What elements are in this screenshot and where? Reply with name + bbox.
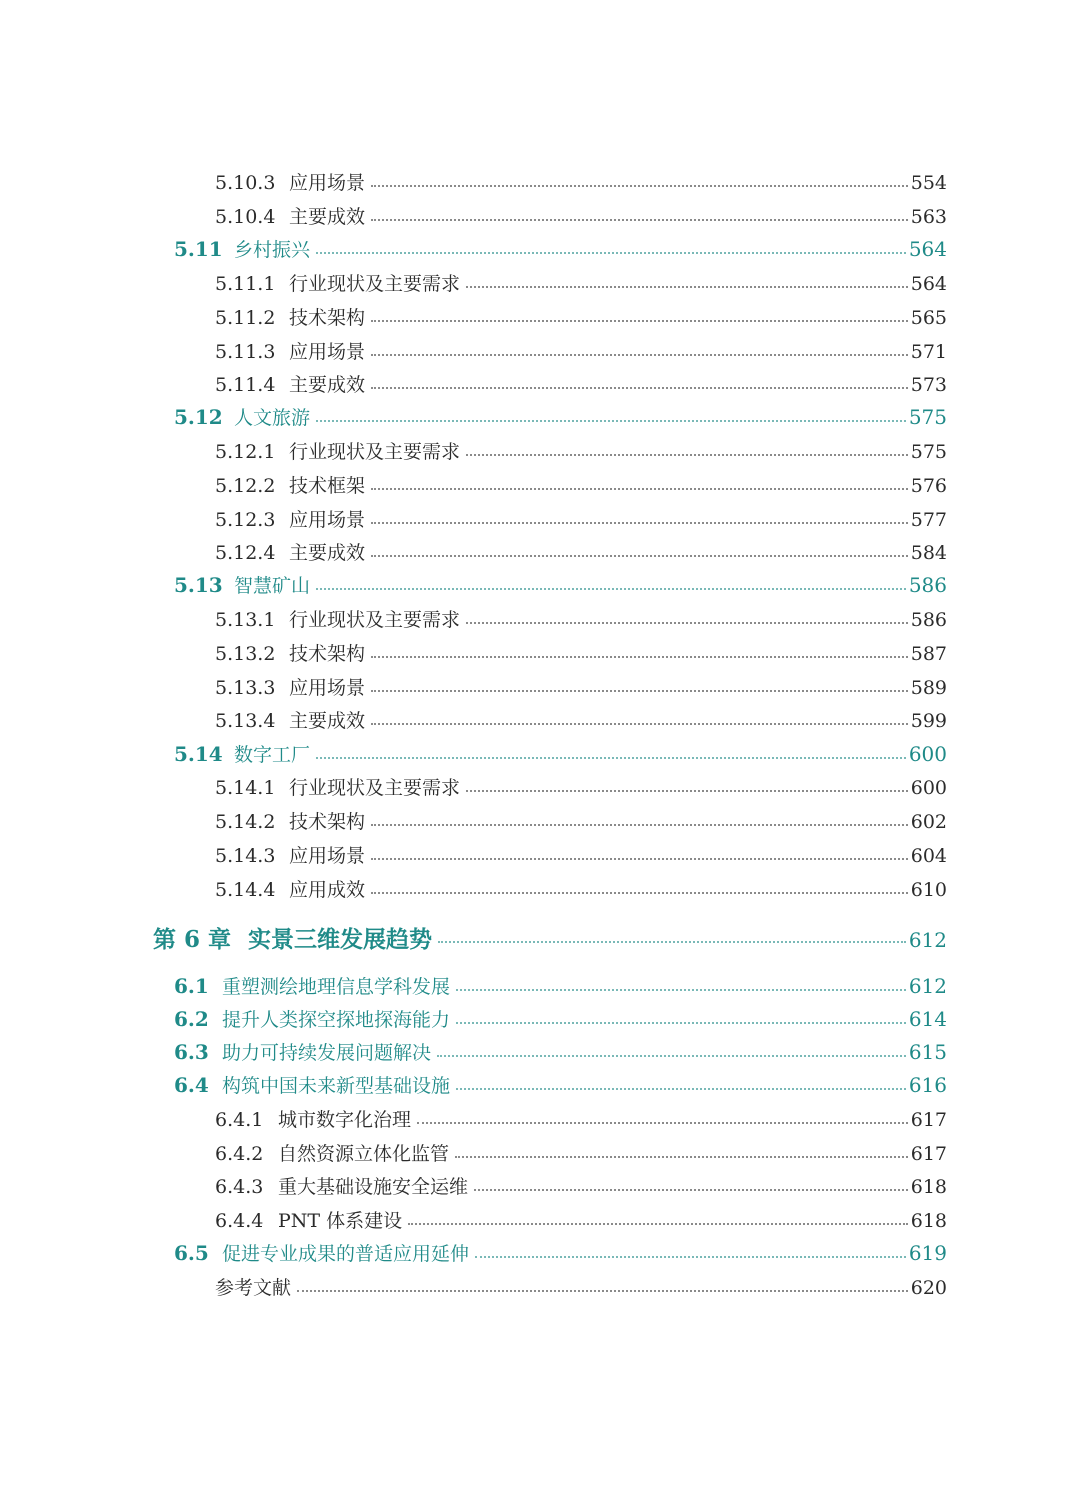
dot-leader: [455, 1156, 908, 1158]
toc-section-entry[interactable]: [174, 1005, 947, 1032]
toc-entry-title: 助力可持续发展问题解决: [222, 1042, 432, 1064]
toc-entry-title: 自然资源立体化监管: [278, 1143, 450, 1165]
toc-entry[interactable]: [215, 706, 947, 733]
toc-entry-page: 620: [910, 1277, 947, 1299]
toc-entry-number: 5.13.4: [215, 710, 276, 732]
dot-leader: [371, 185, 908, 187]
toc-entry-title: 应用场景: [289, 845, 366, 867]
toc-entry-page: 604: [910, 845, 947, 867]
toc-section-entry[interactable]: [174, 403, 947, 430]
toc-entry-page: 576: [910, 475, 947, 497]
toc-entry-page: 615: [908, 1040, 947, 1064]
dot-leader: [371, 824, 908, 826]
toc-entry-number: 5.14.3: [215, 845, 276, 867]
dot-leader: [474, 1189, 908, 1191]
dot-leader: [475, 1256, 906, 1258]
toc-entry-page: 618: [910, 1210, 947, 1232]
toc-entry[interactable]: [215, 673, 947, 700]
dot-leader: [371, 387, 908, 389]
toc-entry-number: 5.14.4: [215, 879, 276, 901]
toc-entry-page: 600: [910, 777, 947, 799]
toc-entry-page: 586: [908, 573, 947, 597]
toc-entry-page: 587: [910, 643, 947, 665]
toc-entry-page: 573: [910, 374, 947, 396]
toc-entry-title: 主要成效: [289, 710, 366, 732]
toc-entry-title: 智慧矿山: [234, 575, 311, 597]
toc-entry-title: 人文旅游: [234, 407, 311, 429]
toc-entry-page: 612: [908, 928, 947, 952]
toc-entry-page: 554: [910, 172, 947, 194]
dot-leader: [371, 320, 908, 322]
toc-entry-title: 行业现状及主要需求: [289, 609, 461, 631]
toc-entry[interactable]: [215, 605, 947, 632]
toc-entry-title: 应用场景: [289, 677, 366, 699]
toc-entry-title: 技术架构: [289, 307, 366, 329]
toc-entry-number: 5.10.4: [215, 206, 276, 228]
toc-entry-page: 617: [910, 1109, 947, 1131]
toc-entry-number: 5.12.3: [215, 509, 276, 531]
dot-leader: [316, 757, 906, 759]
toc-section-entry[interactable]: [174, 1239, 947, 1266]
toc-entry[interactable]: [215, 1206, 947, 1233]
toc-entry-title: 行业现状及主要需求: [289, 777, 461, 799]
toc-chapter-number: 第 6 章: [153, 926, 232, 953]
toc-entry-title: 促进专业成果的普适应用延伸: [222, 1243, 470, 1265]
toc-entry-title: 主要成效: [289, 374, 366, 396]
dot-leader: [466, 286, 908, 288]
toc-entry-number: 5.14.1: [215, 777, 276, 799]
toc-entry-page: 612: [908, 974, 947, 998]
toc-entry[interactable]: [215, 168, 947, 195]
toc-entry-number: 5.13.1: [215, 609, 276, 631]
dot-leader: [456, 989, 906, 991]
toc-entry-number: 5.12: [174, 405, 223, 429]
toc-entry-title: 应用场景: [289, 509, 366, 531]
toc-entry-number: 6.4: [174, 1073, 209, 1097]
toc-entry-number: 5.13.3: [215, 677, 276, 699]
toc-entry-page: 614: [908, 1007, 947, 1031]
dot-leader: [466, 622, 908, 624]
toc-entry-page: 565: [910, 307, 947, 329]
toc-entry-number: 6.4.4: [215, 1210, 264, 1232]
toc-entry[interactable]: [215, 202, 947, 229]
dot-leader: [466, 790, 908, 792]
toc-entry-title: 参考文献: [215, 1277, 292, 1299]
toc-entry-page: 617: [910, 1143, 947, 1165]
toc-entry-title: 行业现状及主要需求: [289, 441, 461, 463]
toc-entry[interactable]: [215, 471, 947, 498]
toc-entry-page: 564: [908, 237, 947, 261]
toc-entry-title: 主要成效: [289, 206, 366, 228]
toc-entry[interactable]: [215, 370, 947, 397]
toc-entry-title: 城市数字化治理: [278, 1109, 412, 1131]
dot-leader: [371, 488, 908, 490]
toc-entry-page: 602: [910, 811, 947, 833]
toc-entry-number: 5.14.2: [215, 811, 276, 833]
toc-entry[interactable]: [215, 303, 947, 330]
toc-entry-number: 6.2: [174, 1007, 209, 1031]
toc-entry-page: 575: [908, 405, 947, 429]
toc-entry-number: 6.3: [174, 1040, 209, 1064]
toc-entry[interactable]: [215, 538, 947, 565]
dot-leader: [466, 454, 908, 456]
toc-entry[interactable]: [215, 437, 947, 464]
toc-entry[interactable]: [215, 337, 947, 364]
toc-entry-title: 提升人类探空探地探海能力: [222, 1009, 451, 1031]
toc-entry-number: 5.14: [174, 742, 223, 766]
toc-section-entry[interactable]: [174, 571, 947, 598]
toc-entry-number: 5.11.4: [215, 374, 276, 396]
toc-entry-number: 5.10.3: [215, 172, 276, 194]
toc-entry-page: 584: [910, 542, 947, 564]
toc-section-entry[interactable]: [174, 1038, 947, 1065]
toc-entry-page: 619: [908, 1241, 947, 1265]
toc-entry-title: 应用场景: [289, 172, 366, 194]
toc-entry-references[interactable]: [215, 1273, 947, 1300]
toc-entry-title: 行业现状及主要需求: [289, 273, 461, 295]
dot-leader: [371, 723, 908, 725]
toc-entry-number: 5.11.3: [215, 341, 276, 363]
toc-section-entry[interactable]: [174, 235, 947, 262]
toc-entry-page: 610: [910, 879, 947, 901]
toc-entry-title: 重大基础设施安全运维: [278, 1176, 469, 1198]
toc-entry-title: 技术架构: [289, 811, 366, 833]
toc-section-entry[interactable]: [174, 1071, 947, 1098]
toc-entry-number: 5.11.2: [215, 307, 276, 329]
toc-chapter-title: 实景三维发展趋势: [248, 926, 432, 953]
dot-leader: [371, 219, 908, 221]
toc-entry[interactable]: [215, 841, 947, 868]
toc-entry-number: 5.13.2: [215, 643, 276, 665]
dot-leader: [316, 420, 906, 422]
toc-entry-page: 589: [910, 677, 947, 699]
toc-entry-number: 5.12.2: [215, 475, 276, 497]
toc-entry[interactable]: [215, 639, 947, 666]
toc-entry[interactable]: [215, 1105, 947, 1132]
toc-entry[interactable]: [215, 269, 947, 296]
toc-chapter-entry[interactable]: [153, 921, 947, 954]
toc-entry-title: 构筑中国未来新型基础设施: [222, 1075, 451, 1097]
toc-entry-number: 6.4.1: [215, 1109, 264, 1131]
dot-leader: [371, 522, 908, 524]
toc-entry-page: 618: [910, 1176, 947, 1198]
dot-leader: [316, 588, 906, 590]
dot-leader: [371, 690, 908, 692]
toc-entry-page: 577: [910, 509, 947, 531]
dot-leader: [371, 892, 908, 894]
dot-leader: [316, 252, 906, 254]
toc-entry-page: 586: [910, 609, 947, 631]
dot-leader: [438, 941, 906, 943]
dot-leader: [371, 858, 908, 860]
toc-entry[interactable]: [215, 773, 947, 800]
dot-leader: [297, 1290, 908, 1292]
toc-entry-number: 6.4.2: [215, 1143, 264, 1165]
toc-entry-title: 乡村振兴: [234, 239, 311, 261]
toc-entry-number: 5.12.1: [215, 441, 276, 463]
toc-entry-number: 5.13: [174, 573, 223, 597]
dot-leader: [371, 354, 908, 356]
dot-leader: [408, 1223, 908, 1225]
toc-entry-number: 5.11.1: [215, 273, 276, 295]
toc-entry[interactable]: [215, 807, 947, 834]
toc-entry-page: 564: [910, 273, 947, 295]
dot-leader: [371, 656, 908, 658]
toc-entry-title: 数字工厂: [234, 744, 311, 766]
toc-entry-page: 563: [910, 206, 947, 228]
toc-entry[interactable]: [215, 1172, 947, 1199]
toc-entry-page: 616: [908, 1073, 947, 1097]
toc-entry[interactable]: [215, 1139, 947, 1166]
toc-entry-page: 599: [910, 710, 947, 732]
toc-entry-title: 技术框架: [289, 475, 366, 497]
dot-leader: [456, 1088, 906, 1090]
toc-entry-number: 6.5: [174, 1241, 209, 1265]
toc-section-entry[interactable]: [174, 740, 947, 767]
toc-entry-title: PNT 体系建设: [278, 1210, 403, 1232]
dot-leader: [437, 1055, 906, 1057]
toc-entry-page: 571: [910, 341, 947, 363]
toc-section-entry[interactable]: [174, 972, 947, 999]
toc-entry-title: 主要成效: [289, 542, 366, 564]
toc-entry-title: 应用成效: [289, 879, 366, 901]
toc-entry-number: 5.11: [174, 237, 223, 261]
toc-entry-number: 6.4.3: [215, 1176, 264, 1198]
toc-entry-page: 575: [910, 441, 947, 463]
toc-entry-page: 600: [908, 742, 947, 766]
toc-entry-number: 6.1: [174, 974, 209, 998]
dot-leader: [371, 555, 908, 557]
toc-entry-title: 应用场景: [289, 341, 366, 363]
dot-leader: [417, 1122, 908, 1124]
toc-entry-title: 重塑测绘地理信息学科发展: [222, 976, 451, 998]
toc-entry-number: 5.12.4: [215, 542, 276, 564]
toc-entry[interactable]: [215, 875, 947, 902]
toc-entry-title: 技术架构: [289, 643, 366, 665]
toc-entry[interactable]: [215, 505, 947, 532]
dot-leader: [456, 1022, 906, 1024]
